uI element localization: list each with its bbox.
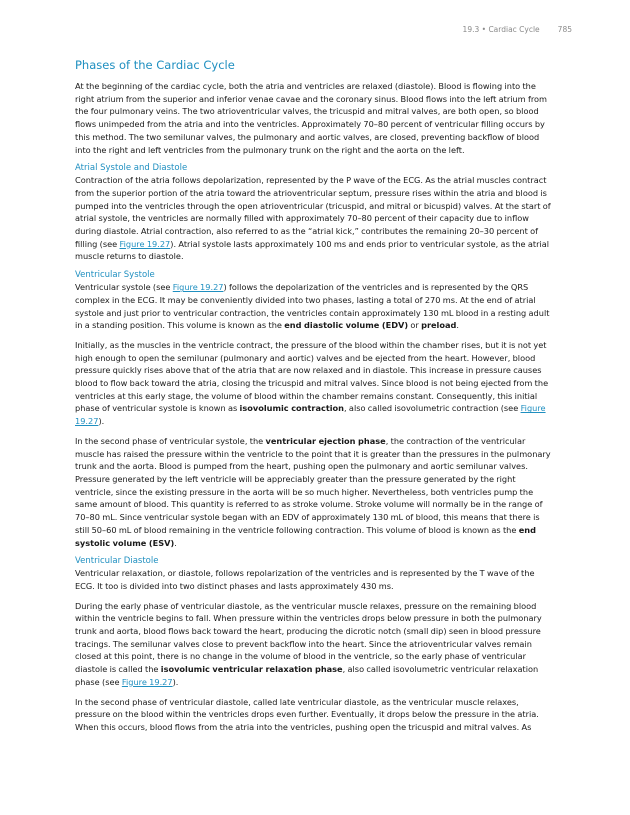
- ventricular-systole-heading: Ventricular Systole: [75, 270, 155, 281]
- term-edv: end diastolic volume (EDV): [284, 320, 409, 331]
- intro-paragraph: At the beginning of the cardiac cycle, both the atria and ventricles are relaxed (diastole). Blood is flowing into the right atrium from the superior and inferior venae cavae and the coronary sinus. Blood flows into the left atrium from the four pulmonary veins. The two atrioventricular valves, the tricuspid and mitral valves, are both open, so blood flows unimpeded from the atria and into the ventricles. Approximately 70–80 percent of ventricular filling occurs by this method. The two semilunar valves, the pulmonary and aortic valves, are closed, preventing backflow of blood into the right and left ventricles from the pulmonary trunk on the right and the aorta on the left.: [75, 81, 548, 155]
- term-ventricular-ejection-phase: ventricular ejection phase: [265, 435, 386, 446]
- page-content: [75, 58, 555, 741]
- term-esv: end systolic volume (ESV): [75, 524, 536, 548]
- vdiastole-paragraph-3: In the second phase of ventricular diastole, called late ventricular diastole, as the ventricular muscle relaxes, pressure on the blood within the ventricles drops even further. Eventually, it drops below the pressure in the atria. When this occurs, blood flows from the atria into the ventricles, pushing open the tricuspid and mitral valves. As: [75, 696, 539, 732]
- atrial-paragraph: Contraction of the atria follows depolarization, represented by the P wave of the ECG. As the atrial muscles contract from the superior portion of the atria toward the atrioventricular septum, pressure rises within the atria and blood is pumped into the ventricles through the open atrioventricular (tricuspid, and mitral or bicuspid) valves. At the start of atrial systole, the ventricles are normally filled with approximately 70–80 percent of their capacity due to inflow during diastole. Atrial contraction, also referred to as the “atrial kick,” contributes the remaining 20–30 percent of filling (see Figure 19.27). Atrial systole lasts approximately 100 ms and ends prior to ventricular systole, as the atrial muscle returns to diastole.: [75, 175, 551, 262]
- ventricular-diastole-heading: Ventricular Diastole: [75, 556, 159, 567]
- atrial-heading: Atrial Systole and Diastole: [75, 163, 188, 174]
- page-number: 785: [557, 25, 572, 34]
- figure-link[interactable]: Figure 19.27: [119, 238, 171, 249]
- vdiastole-paragraph-1: Ventricular relaxation, or diastole, follows repolarization of the ventricles and is represented by the T wave of the ECG. It too is divided into two distinct phases and lasts approximately 430 ms.: [75, 568, 535, 591]
- term-preload: preload: [421, 320, 457, 331]
- running-header-section: 19.3 • Cardiac Cycle: [462, 25, 540, 34]
- vsystole-paragraph-1: Ventricular systole (see Figure 19.27) follows the depolarization of the ventricles and is represented by the QRS complex in the ECG. It may be conveniently divided into two phases, lasting a total of 270 ms. At the end of atrial systole and just prior to ventricular contraction, the ventricles contain approximately 130 mL blood in a resting adult in a standing position. This volume is known as the end diastolic volume (EDV) or preload.: [75, 282, 550, 331]
- figure-link[interactable]: Figure 19.27: [75, 403, 546, 427]
- figure-link[interactable]: Figure 19.27: [172, 282, 224, 293]
- figure-link[interactable]: Figure 19.27: [121, 676, 173, 687]
- vdiastole-paragraph-2: During the early phase of ventricular diastole, as the ventricular muscle relaxes, pressure on the remaining blood within the ventricle begins to fall. When pressure within the ventricles drops below pressure in both the pulmonary trunk and aorta, blood flows back toward the heart, producing the dicrotic notch (small dip) seen in blood pressure tracings. The semilunar valves close to prevent backflow into the heart. Since the atrioventricular valves remain closed at this point, there is no change in the volume of blood in the ventricle, so the early phase of ventricular diastole is called the isovolumic ventricular relaxation phase, also called isovolumetric ventricular relaxation phase (see Figure 19.27).: [75, 600, 542, 687]
- vsystole-paragraph-3: In the second phase of ventricular systole, the ventricular ejection phase, the contraction of the ventricular muscle has raised the pressure within the ventricle to the point that it is greater than the pressures in the pulmonary trunk and the aorta. Blood is pumped from the heart, pushing open the pulmonary and aortic semilunar valves. Pressure generated by the left ventricle will be appreciably greater than the pressure generated by the right ventricle, since the existing pressure in the aorta will be so much higher. Nevertheless, both ventricles pump the same amount of blood. This quantity is referred to as stroke volume. Stroke volume will normally be in the range of 70–80 mL. Since ventricular systole began with an EDV of approximately 130 mL of blood, this means that there is still 50–60 mL of blood remaining in the ventricle following contraction. This volume of blood is known as the end systolic volume (ESV).: [75, 435, 551, 548]
- section-title: Phases of the Cardiac Cycle: [75, 58, 235, 72]
- term-isovolumic-relaxation: isovolumic ventricular relaxation phase: [160, 664, 343, 675]
- running-header: [463, 25, 572, 34]
- term-isovolumic-contraction: isovolumic contraction: [239, 403, 345, 414]
- vsystole-paragraph-2: Initially, as the muscles in the ventricle contract, the pressure of the blood within the chamber rises, but it is not yet high enough to open the semilunar (pulmonary and aortic) valves and be ejected from the heart. However, blood pressure quickly rises above that of the atria that are now relaxed and in diastole. This increase in pressure causes blood to flow back toward the atria, closing the tricuspid and mitral valves. Since blood is not being ejected from the ventricles at this early stage, the volume of blood within the chamber remains constant. Consequently, this initial phase of ventricular systole is known as isovolumic contraction, also called isovolumetric contraction (see Figure 19.27).: [75, 339, 549, 427]
